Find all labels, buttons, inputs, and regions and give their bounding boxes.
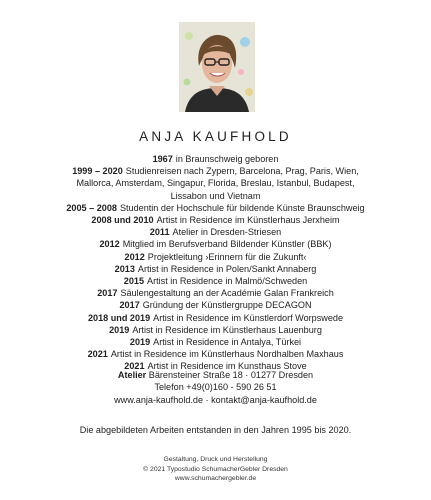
cv-year: 2015 (123, 276, 144, 287)
cv-text: Artist in Residence in Malmö/Schweden (147, 276, 308, 287)
cv-text: Projektleitung ›Erinnern für die Zukunft‹ (147, 251, 307, 262)
portrait-photo (179, 22, 255, 112)
cv-entry (0, 226, 431, 238)
cv-text: Artist in Residence im Künstlerhaus Lauenburg (132, 324, 322, 335)
cv-text: Studentin der Hochschule für bildende Künste Braunschweig (119, 202, 365, 213)
cv-year: 2017 (97, 288, 118, 299)
artist-portrait (179, 22, 255, 112)
cv-year: 2019 (109, 324, 130, 335)
cv-year: 2021 (87, 349, 108, 360)
cv-entry (0, 299, 431, 311)
web-email-line: www.anja-kaufhold.de · kontakt@anja-kaufhold.de (114, 394, 317, 405)
cv-entry (0, 348, 431, 360)
cv-entry (0, 312, 431, 324)
cv-entry (0, 324, 431, 336)
cv-list (0, 153, 431, 373)
cv-entry (0, 190, 431, 202)
phone-line: Telefon +49(0)160 - 590 26 51 (154, 382, 277, 393)
credits-line-3: www.schumachergebler.de (174, 475, 257, 483)
cv-text: Artist in Residence im Kunsthaus Stove (147, 361, 307, 372)
cv-text: Lissabon und Vietnam (170, 190, 261, 201)
cv-entry (0, 202, 431, 214)
credits-block (0, 455, 431, 484)
works-date-note: Die abgebildeten Arbeiten entstanden in den Jahren 1995 bis 2020. (79, 425, 352, 435)
cv-year: 2008 und 2010 (91, 215, 154, 226)
cv-entry (0, 153, 431, 165)
cv-entry (0, 263, 431, 275)
cv-year: 2018 und 2019 (87, 312, 151, 323)
credits-line-2: © 2021 Typostudio SchumacherGebler Dresden (143, 465, 288, 473)
atelier-label: Atelier (117, 370, 147, 380)
cv-entry (0, 287, 431, 299)
cv-year: 2013 (114, 263, 135, 274)
cv-year: 2011 (149, 227, 170, 238)
cv-text: Atelier in Dresden-Striesen (172, 227, 282, 238)
cv-entry (0, 214, 431, 226)
cv-text: Artist in Residence im Künstlerdorf Worpswede (153, 312, 344, 323)
cv-text: Artist in Residence in Polen/Sankt Annaberg (137, 263, 317, 274)
cv-text: Artist in Residence im Künstlerhaus Jerxheim (156, 215, 340, 226)
cv-entry (0, 336, 431, 348)
cv-entry (0, 165, 431, 177)
atelier-address-line (0, 369, 431, 381)
contact-block (0, 369, 431, 406)
cv-year: 2012 (124, 251, 145, 262)
credits-line-1: Gestaltung, Druck und Herstellung (163, 456, 268, 463)
cv-year: 2019 (129, 337, 151, 348)
cv-year: 2005 – 2008 (66, 202, 117, 213)
cv-year: 1999 – 2020 (72, 166, 123, 177)
cv-entry (0, 177, 431, 189)
atelier-address: Bärensteiner Straße 18 · 01277 Dresden (148, 370, 314, 380)
cv-text: Säulengestaltung an der Académie Galan Frankreich (120, 288, 334, 299)
cv-text: Artist in Residence in Antalya, Türkei (153, 337, 302, 348)
cv-entry (0, 275, 431, 287)
cv-text: Artist in Residence im Künstlerhaus Nordhalben Maxhaus (110, 349, 344, 360)
cv-text: Mitglied im Berufsverband Bildender Künstler (BBK) (122, 239, 332, 250)
cv-year: 2021 (124, 361, 145, 372)
cv-text: in Braunschweig geboren (175, 154, 279, 164)
cv-entry (0, 251, 431, 263)
cv-text: Studienreisen nach Zypern, Barcelona, Prag, Paris, Wien, (125, 166, 359, 177)
cv-year: 2017 (119, 300, 140, 311)
artist-name: ANJA KAUFHOLD (139, 129, 292, 144)
cv-year: 2012 (99, 239, 120, 250)
cv-text: Mallorca, Amsterdam, Singapur, Florida, Breslau, Istanbul, Budapest, (76, 178, 355, 189)
cv-year: 1967 (152, 154, 173, 164)
cv-text: Gründung der Künstlergruppe DECAGON (142, 300, 312, 311)
cv-entry (0, 238, 431, 250)
